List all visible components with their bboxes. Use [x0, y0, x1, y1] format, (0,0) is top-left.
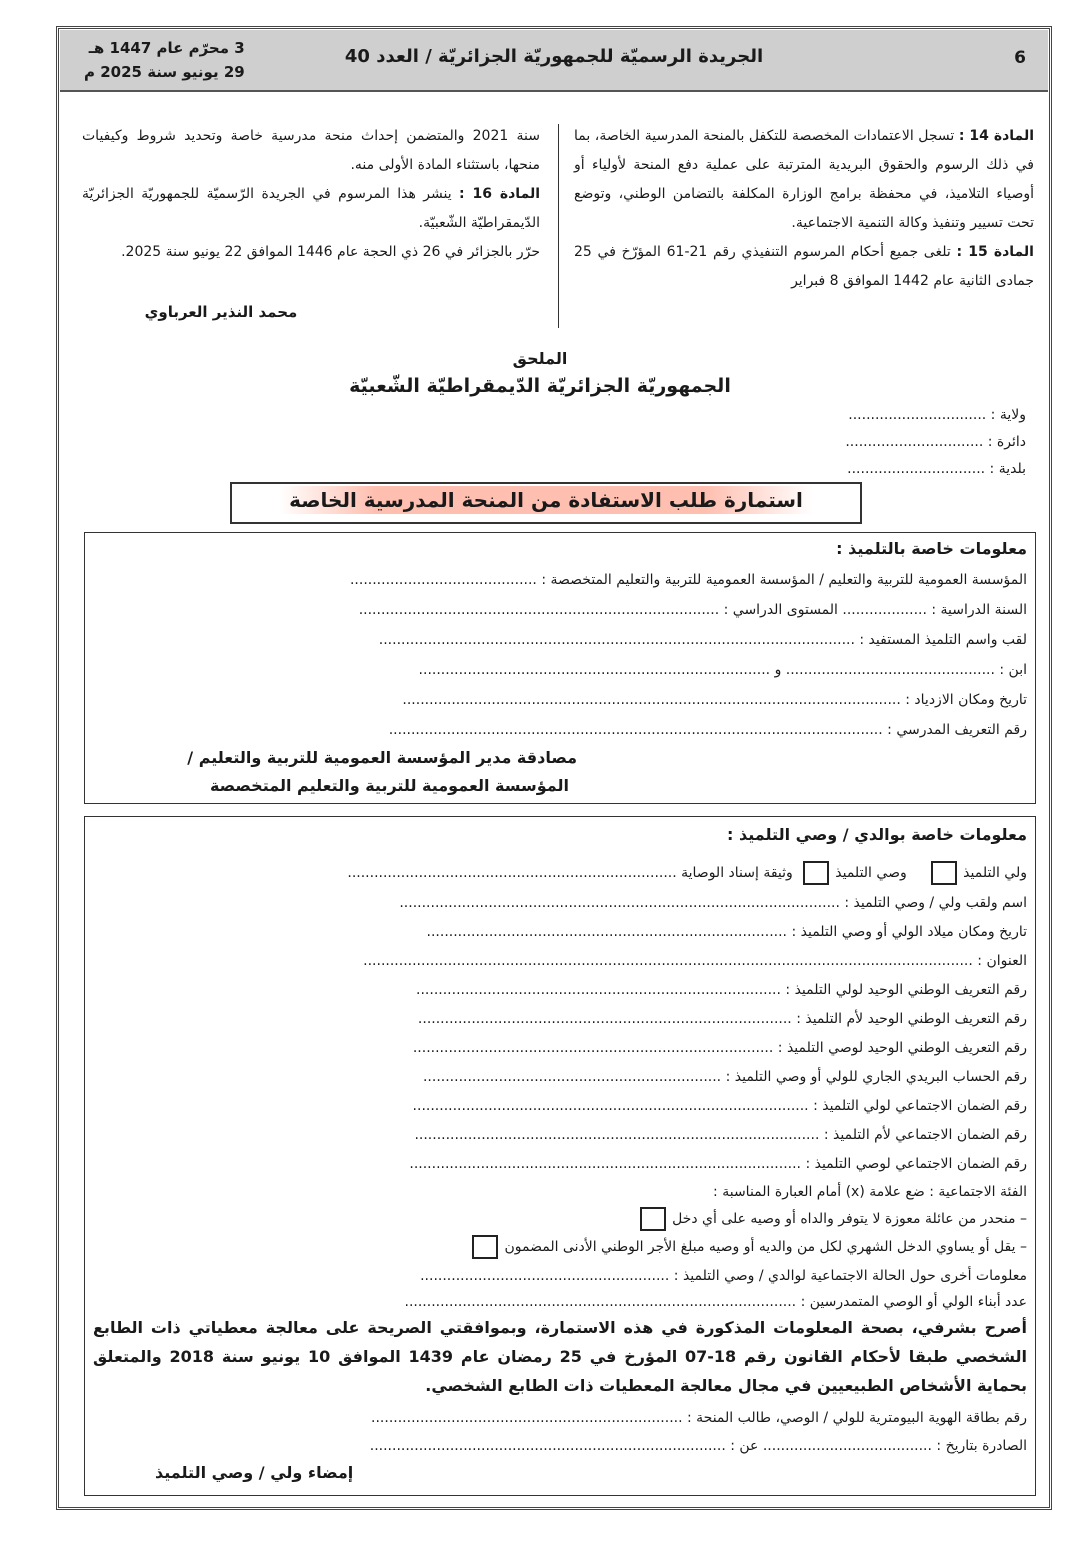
page-number: 6	[1014, 48, 1026, 68]
header-dates	[84, 36, 245, 84]
option-tutor-label: وصي التلميذ	[835, 865, 907, 881]
social-category-label: الفئة الاجتماعية : ضع علامة (x) أمام العبارة المناسبة :	[713, 1184, 1027, 1200]
birth-field[interactable]: تاريخ ومكان الازدياد : ................................................................................................................	[402, 692, 1027, 708]
signatory-name: محمد النذير العرباوي	[144, 303, 298, 321]
article-14-label: المادة 14 :	[958, 128, 1035, 144]
parent-field[interactable]: رقم التعريف الوطني الوحيد لولي التلميذ : ..................................................................................	[416, 982, 1027, 998]
student-section-title: معلومات خاصة بالتلميذ :	[836, 539, 1027, 558]
parent-field[interactable]: رقم الحساب البريدي الجاري للولي أو وصي التلميذ : ...................................................................	[422, 1069, 1027, 1085]
issued-on-field[interactable]: الصادرة بتاريخ : ...................................... عن : ................................................................................	[369, 1438, 1027, 1454]
other-info-field[interactable]: معلومات أخرى حول الحالة الاجتماعية لوالدي / وصي التلميذ : ........................................................	[420, 1268, 1027, 1284]
article-16-text: ينشر هذا المرسوم في الجريدة الرّسميّة للجمهوريّة الجزائريّة الدّيمقراطيّة الشّعبيّة.	[82, 186, 540, 231]
option-no-income-label: – منحدر من عائلة معوزة لا يتوفر والداه أو وصيه على أي دخل	[672, 1211, 1027, 1227]
school-year-field[interactable]: السنة الدراسية : ................... المستوى الدراسي : .................................................................................	[358, 602, 1027, 618]
article-15-text: تلغى جميع أحكام المرسوم التنفيذي رقم 21-61 المؤرّخ في 25 جمادى الثانية عام 1442 الموافق 8 فبراير	[574, 244, 1034, 289]
left-column	[82, 122, 540, 267]
parent-info-section	[84, 816, 1036, 1496]
form-title-box	[230, 482, 862, 524]
article-16	[82, 180, 540, 238]
school-id-field[interactable]: رقم التعريف المدرسي : ...............................................................................................................	[388, 722, 1027, 738]
parent-field[interactable]: رقم الضمان الاجتماعي لوصي التلميذ : ........................................................................................	[409, 1156, 1027, 1172]
article-15-continuation: سنة 2021 والمتضمن إحداث منحة مدرسية خاصة وتحديد شروط وكيفيات منحها، باستثناء المادة الأولى منه.	[82, 128, 540, 173]
parent-field[interactable]: رقم التعريف الوطني الوحيد لأم التلميذ : ....................................................................................	[417, 1011, 1027, 1027]
option-low-income-label: – يقل أو يساوي الدخل الشهري لكل من والديه أو وصيه مبلغ الأجر الوطني الأدنى المضمون	[504, 1239, 1027, 1255]
parent-field[interactable]: اسم ولقب ولي / وصي التلميذ : ...................................................................................................	[399, 895, 1027, 911]
option-document-label[interactable]: وثيقة إسناد الوصاية ..........................................................................	[347, 865, 793, 881]
guardian-checkbox[interactable]	[931, 861, 957, 885]
parent-field[interactable]: رقم الضمان الاجتماعي لولي التلميذ : .........................................................................................	[412, 1098, 1027, 1114]
children-count-field[interactable]: عدد أبناء الولي أو الوصي المتمدرسين : ........................................................................................	[404, 1294, 1027, 1310]
column-divider	[558, 124, 559, 328]
id-card-field[interactable]: رقم بطاقة الهوية البيومترية للولي / الوصي، طالب المنحة : ......................................................................	[371, 1410, 1027, 1426]
no-income-checkbox[interactable]	[640, 1207, 666, 1231]
establishment-field[interactable]: المؤسسة العمومية للتربية والتعليم / المؤسسة العمومية للتربية والتعليم المتخصصة : ..........................................	[349, 572, 1027, 588]
wilaya-field[interactable]: ولاية : ...............................	[848, 407, 1026, 423]
parent-section-title: معلومات خاصة بوالدي / وصي التلميذ :	[727, 825, 1027, 844]
issued-at: حرّر بالجزائر في 26 ذي الحجة عام 1446 الموافق 22 يونيو سنة 2025.	[121, 244, 540, 260]
option-low-income-row	[93, 1231, 1027, 1263]
article-15	[574, 238, 1034, 296]
parent-field[interactable]: تاريخ ومكان ميلاد الولي أو وصي التلميذ : .................................................................................	[426, 924, 1027, 940]
son-of-field[interactable]: ابن : ............................................... و ...............................................................................	[418, 662, 1027, 678]
gregorian-date: 29 يونيو سنة 2025 م	[84, 63, 245, 81]
article-15-label: المادة 15 :	[956, 244, 1034, 260]
endorsement-line-1: مصادقة مدير المؤسسة العمومية للتربية والتعليم /	[187, 748, 577, 767]
low-income-checkbox[interactable]	[472, 1235, 498, 1259]
option-guardian-label: ولي التلميذ	[963, 865, 1027, 881]
article-16-label: المادة 16 :	[459, 186, 541, 202]
signature-label: إمضاء ولي / وصي التلميذ	[155, 1463, 354, 1482]
form-title	[232, 488, 860, 512]
article-14-text: تسجل الاعتمادات المخصصة للتكفل بالمنحة المدرسية الخاصة، بما في ذلك الرسوم والحقوق البريدية المترتبة على عملية دفع المنحة لأولياء أو أوصياء التلاميذ، في محفظة برامج الوزارة المكلفة بالتضامن الوطني، وتوضع تحت تسيير وتنفيذ وكالة التنمية الاجتماعية.	[574, 128, 1034, 231]
parent-field[interactable]: رقم الضمان الاجتماعي لأم التلميذ : ...........................................................................................	[414, 1127, 1027, 1143]
tutor-checkbox[interactable]	[803, 861, 829, 885]
parent-field[interactable]: رقم التعريف الوطني الوحيد لوصي التلميذ : .................................................................................	[412, 1040, 1027, 1056]
daira-field[interactable]: دائرة : ...............................	[845, 434, 1026, 450]
right-column	[574, 122, 1034, 296]
republic-title: الجمهوريّة الجزائريّة الدّيمقراطيّة الشّعبيّة	[349, 375, 731, 397]
gazette-title: الجريدة الرسميّة للجمهوريّة الجزائريّة / العدد 40	[344, 46, 764, 67]
endorsement-line-2: المؤسسة العمومية للتربية والتعليم المتخصصة	[209, 776, 569, 795]
admin-fields	[845, 402, 1026, 483]
commune-field[interactable]: بلدية : ...............................	[847, 461, 1026, 477]
form-title-text: استمارة طلب الاستفادة من المنحة المدرسية الخاصة	[279, 486, 813, 514]
guardian-type-row	[93, 857, 1027, 889]
annex-label: الملحق	[512, 349, 568, 368]
declaration-text: أصرح بشرفي، بصحة المعلومات المذكورة في هذه الاستمارة، وبموافقتي الصريحة على معالجة معطياتي ذات الطابع الشخصي طبقا لأحكام القانون رقم 18-07 المؤرخ في 25 رمضان عام 1439 الموافق 10 يونيو سنة 2018 والمتعلق بحماية الأشخاص الطبيعيين في مجال معالجة المعطيات ذات الطابع الشخصي.	[93, 1318, 1027, 1395]
student-name-field[interactable]: لقب واسم التلميذ المستفيد : ...........................................................................................................	[378, 632, 1027, 648]
article-14	[574, 122, 1034, 238]
gazette-header	[60, 30, 1048, 92]
parent-field[interactable]: العنوان : .........................................................................................................................................	[363, 953, 1027, 969]
hijri-date: 3 محرّم عام 1447 هـ	[88, 39, 245, 57]
student-info-section	[84, 532, 1036, 804]
